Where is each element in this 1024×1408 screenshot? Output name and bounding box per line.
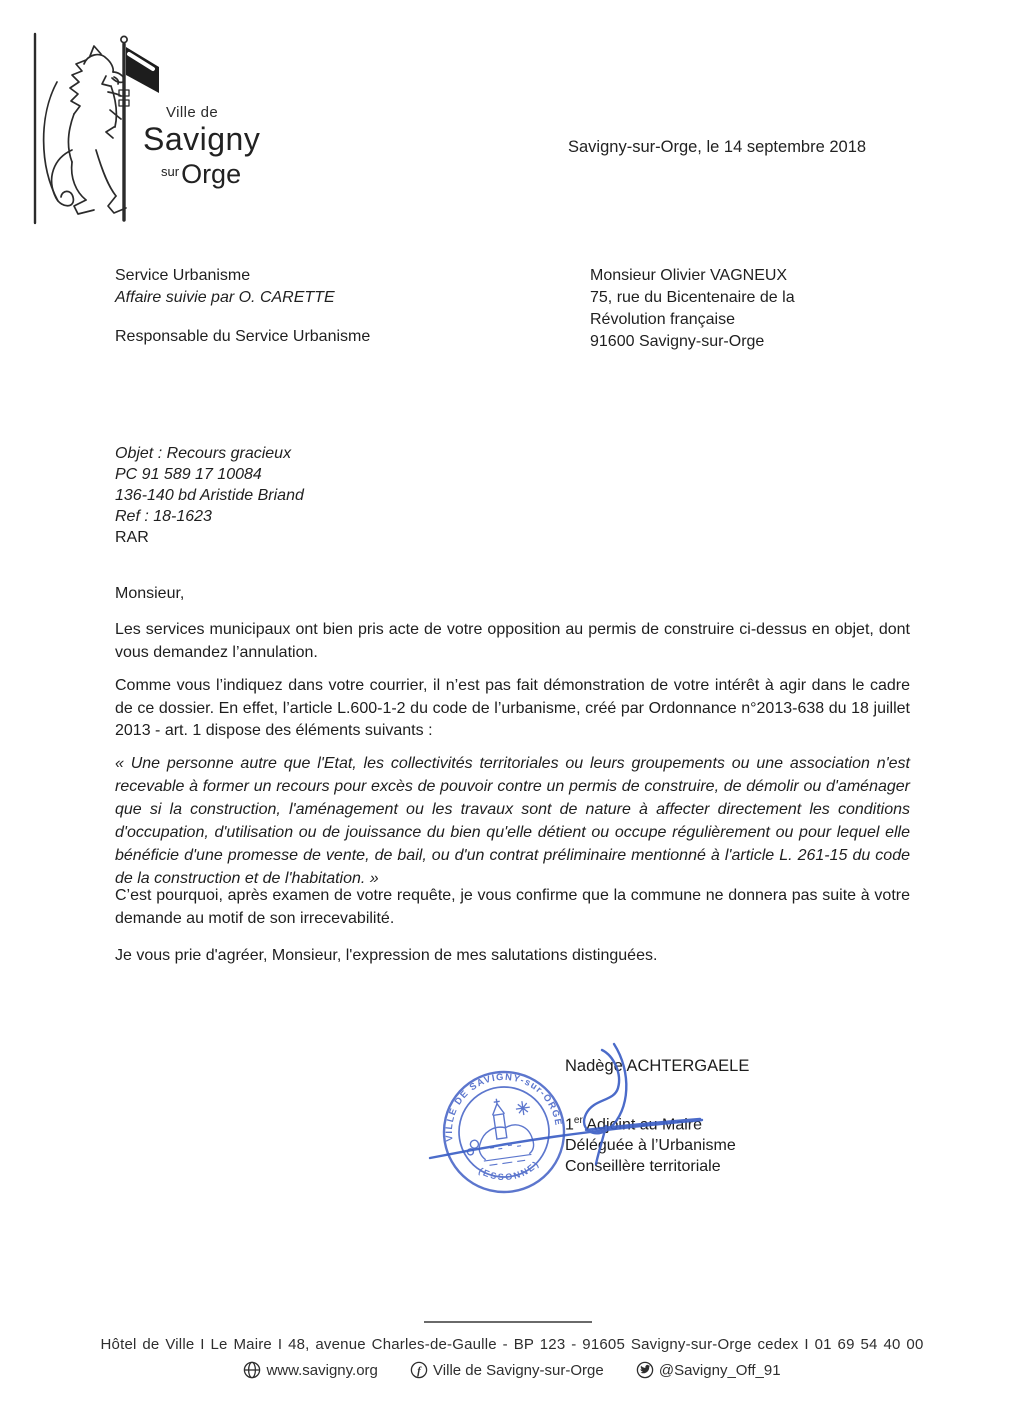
footer-divider <box>424 1321 592 1323</box>
recipient-address-3: 91600 Savigny-sur-Orge <box>590 333 765 350</box>
signatory-title-1: 1er Adjoint au Maire <box>565 1115 702 1134</box>
recipient-name: Monsieur Olivier VAGNEUX <box>590 267 788 284</box>
sender-handler: Affaire suivie par O. CARETTE <box>115 289 335 306</box>
salutation: Monsieur, <box>115 585 185 602</box>
property-address-line: 136-140 bd Aristide Briand <box>115 487 304 504</box>
globe-icon <box>243 1361 261 1379</box>
handwritten-signature <box>400 1030 740 1205</box>
paragraph-2: Comme vous l’indiquez dans votre courrier, il n’est pas fait démonstration de votre intérêt à agir dans le cadre de ce dossier. En effet, l’article L.600-1-2 du code de l’urbanisme, créé par Ordonnance n°2013-638 du 18 juillet 2013 - art. 1 dispose des éléments suivants : <box>115 677 910 739</box>
footer-facebook-label: Ville de Savigny-sur-Orge <box>433 1361 604 1379</box>
footer-address-line: Hôtel de Ville I Le Maire I 48, avenue Charles-de-Gaulle - BP 123 - 91605 Savigny-sur-Orge cedex I 01 69 54 40 00 <box>100 1336 924 1353</box>
pc-number-line: PC 91 589 17 10084 <box>115 466 262 483</box>
sender-role: Responsable du Service Urbanisme <box>115 328 371 345</box>
recipient-block <box>590 265 795 353</box>
footer-social-line <box>0 1361 1024 1383</box>
sender-service: Service Urbanisme <box>115 267 251 284</box>
objet-line: Objet : Recours gracieux <box>115 445 292 462</box>
lion-icon <box>52 46 129 214</box>
facebook-icon <box>410 1361 428 1379</box>
paragraph-1: Les services municipaux ont bien pris acte de votre opposition au permis de construire ci-dessus en objet, dont vous demandez l’annulation. <box>115 621 910 661</box>
brand-line-sur-orge <box>161 159 241 190</box>
closing-line: Je vous prie d'agréer, Monsieur, l'expression de mes salutations distinguées. <box>115 947 658 964</box>
legal-quote: « Une personne autre que l'Etat, les collectivités territoriales ou leurs groupements ou une association n'est recevable à former un recours pour excès de pouvoir contre un permis de construire, de démolir ou d'aménager que si la construction, l'aménagement ou les travaux sont de nature à affecter directement les conditions d'occupation, d'utilisation ou de jouissance du bien qu'elle détient ou occupe régulièrement ou pour lequel elle bénéficie d'une promesse de vente, de bail, ou d'un contrat préliminaire mentionné à l'article L. 261-15 du code de la construction et de l'habitation. » <box>115 755 910 887</box>
letter-date: Savigny-sur-Orge, le 14 septembre 2018 <box>568 138 867 156</box>
signatory-name: Nadège ACHTERGAELE <box>565 1057 750 1075</box>
stamp-top-text: VILLE DE SAVIGNY-sur-ORGE <box>442 1070 565 1143</box>
signatory-title-2: Déléguée à l’Urbanisme <box>565 1137 736 1155</box>
brand-line-ville-de: Ville de <box>166 104 219 121</box>
paragraph-4: C’est pourquoi, après examen de votre requête, je vous confirme que la commune ne donnera pas suite à votre demande au motif de son irrecevabilité. <box>115 887 910 927</box>
twitter-bird-icon <box>636 1361 654 1379</box>
brand-orge: Orge <box>181 159 242 189</box>
brand-line-savigny: Savigny <box>143 121 261 157</box>
footer-website-label: www.savigny.org <box>266 1361 378 1379</box>
recipient-address-2: Révolution française <box>590 311 735 328</box>
footer-twitter <box>636 1361 781 1379</box>
signatory-title-3: Conseillère territoriale <box>565 1158 721 1176</box>
footer-website <box>243 1361 377 1379</box>
brand-sur: sur <box>161 164 180 179</box>
recipient-address-1: 75, rue du Bicentenaire de la <box>590 289 795 306</box>
facebook-glyph: f <box>417 1365 421 1377</box>
city-coat-of-arms <box>26 30 160 228</box>
ref-line: Ref : 18-1623 <box>115 508 212 525</box>
sender-block <box>115 265 370 348</box>
stamp-bottom-text: · (ESSONNE) · <box>469 1151 548 1183</box>
footer-facebook <box>410 1361 604 1379</box>
rar-line: RAR <box>115 529 149 546</box>
reference-block <box>115 443 304 548</box>
footer-twitter-label: @Savigny_Off_91 <box>658 1361 781 1379</box>
